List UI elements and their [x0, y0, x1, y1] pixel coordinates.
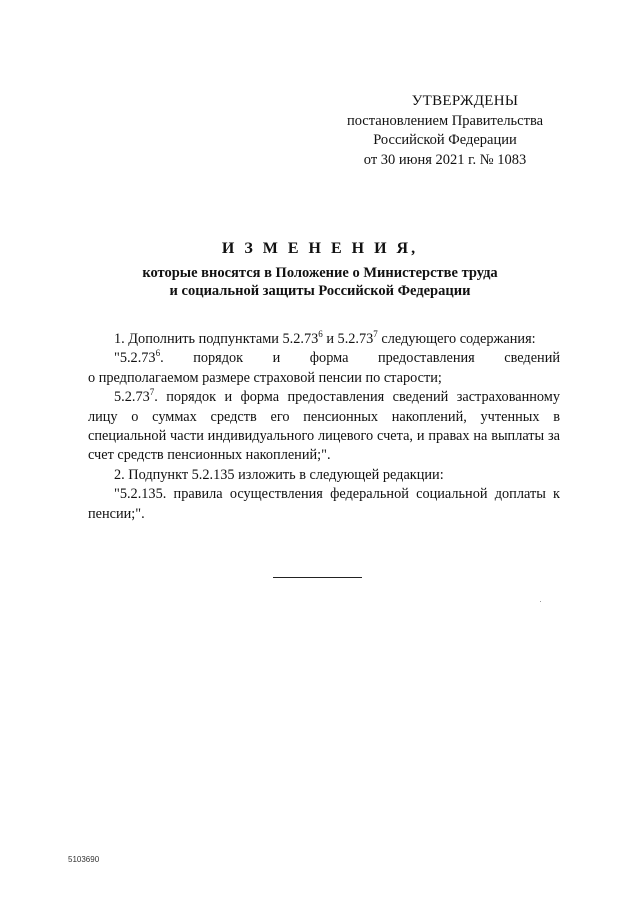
paragraph-5: "5.2.135. правила осуществления федеральной социальной доплаты к пенсии;". — [88, 486, 560, 522]
paragraph-1-text-c: следующего содержания: — [377, 331, 536, 347]
document-number: 5103690 — [68, 855, 100, 864]
paragraph-4: 2. Подпункт 5.2.135 изложить в следующей редакции: — [114, 466, 444, 483]
approval-line-decree: постановлением Правительства — [346, 112, 544, 129]
document-subtitle-line-1: которые вносятся в Положение о Министерстве труда — [142, 265, 498, 281]
document-title: И З М Е Н Е Н И Я, — [221, 240, 419, 257]
approval-block — [340, 92, 550, 170]
approved-label: УТВЕРЖДЕНЫ — [411, 93, 519, 109]
document-subtitle-line-2: и социальной защиты Российской Федерации — [169, 283, 471, 299]
paragraph-1-text-a: 1. Дополнить подпунктами 5.2.73 — [114, 331, 319, 347]
scan-speck — [540, 601, 541, 602]
approval-line-federation: Российской Федерации — [373, 132, 517, 148]
paragraph-3-text-b: . порядок и форма предоставления сведений застрахованному лицу о суммах средств его пенсионных накоплений, учтенных в специальной части индивидуального лицевого счета, и правах на выплаты за счет средств пенсионных накоплений;". — [88, 389, 560, 464]
closing-divider — [273, 577, 362, 578]
paragraph-2-text-c: о предполагаемом размере страховой пенсии по старости; — [88, 369, 442, 386]
paragraph-1 — [88, 330, 560, 349]
paragraph-1-text-b: и 5.2.73 — [322, 331, 374, 347]
superscript: 7 — [373, 329, 378, 340]
superscript: 6 — [318, 329, 323, 340]
superscript: 7 — [149, 387, 155, 398]
paragraph-3 — [88, 388, 560, 466]
paragraph-2-line-1 — [88, 349, 560, 368]
paragraph-2-line-2 — [88, 369, 560, 388]
paragraph-3-text-a: 5.2.73 — [114, 389, 150, 406]
paragraph-2-text-a: "5.2.73 — [114, 350, 156, 367]
document-body — [88, 330, 560, 524]
paragraph-2-text-b: . порядок и форма предоставления сведений — [160, 350, 560, 367]
superscript: 6 — [155, 348, 161, 359]
approval-line-date-number: от 30 июня 2021 г. № 1083 — [363, 151, 527, 168]
